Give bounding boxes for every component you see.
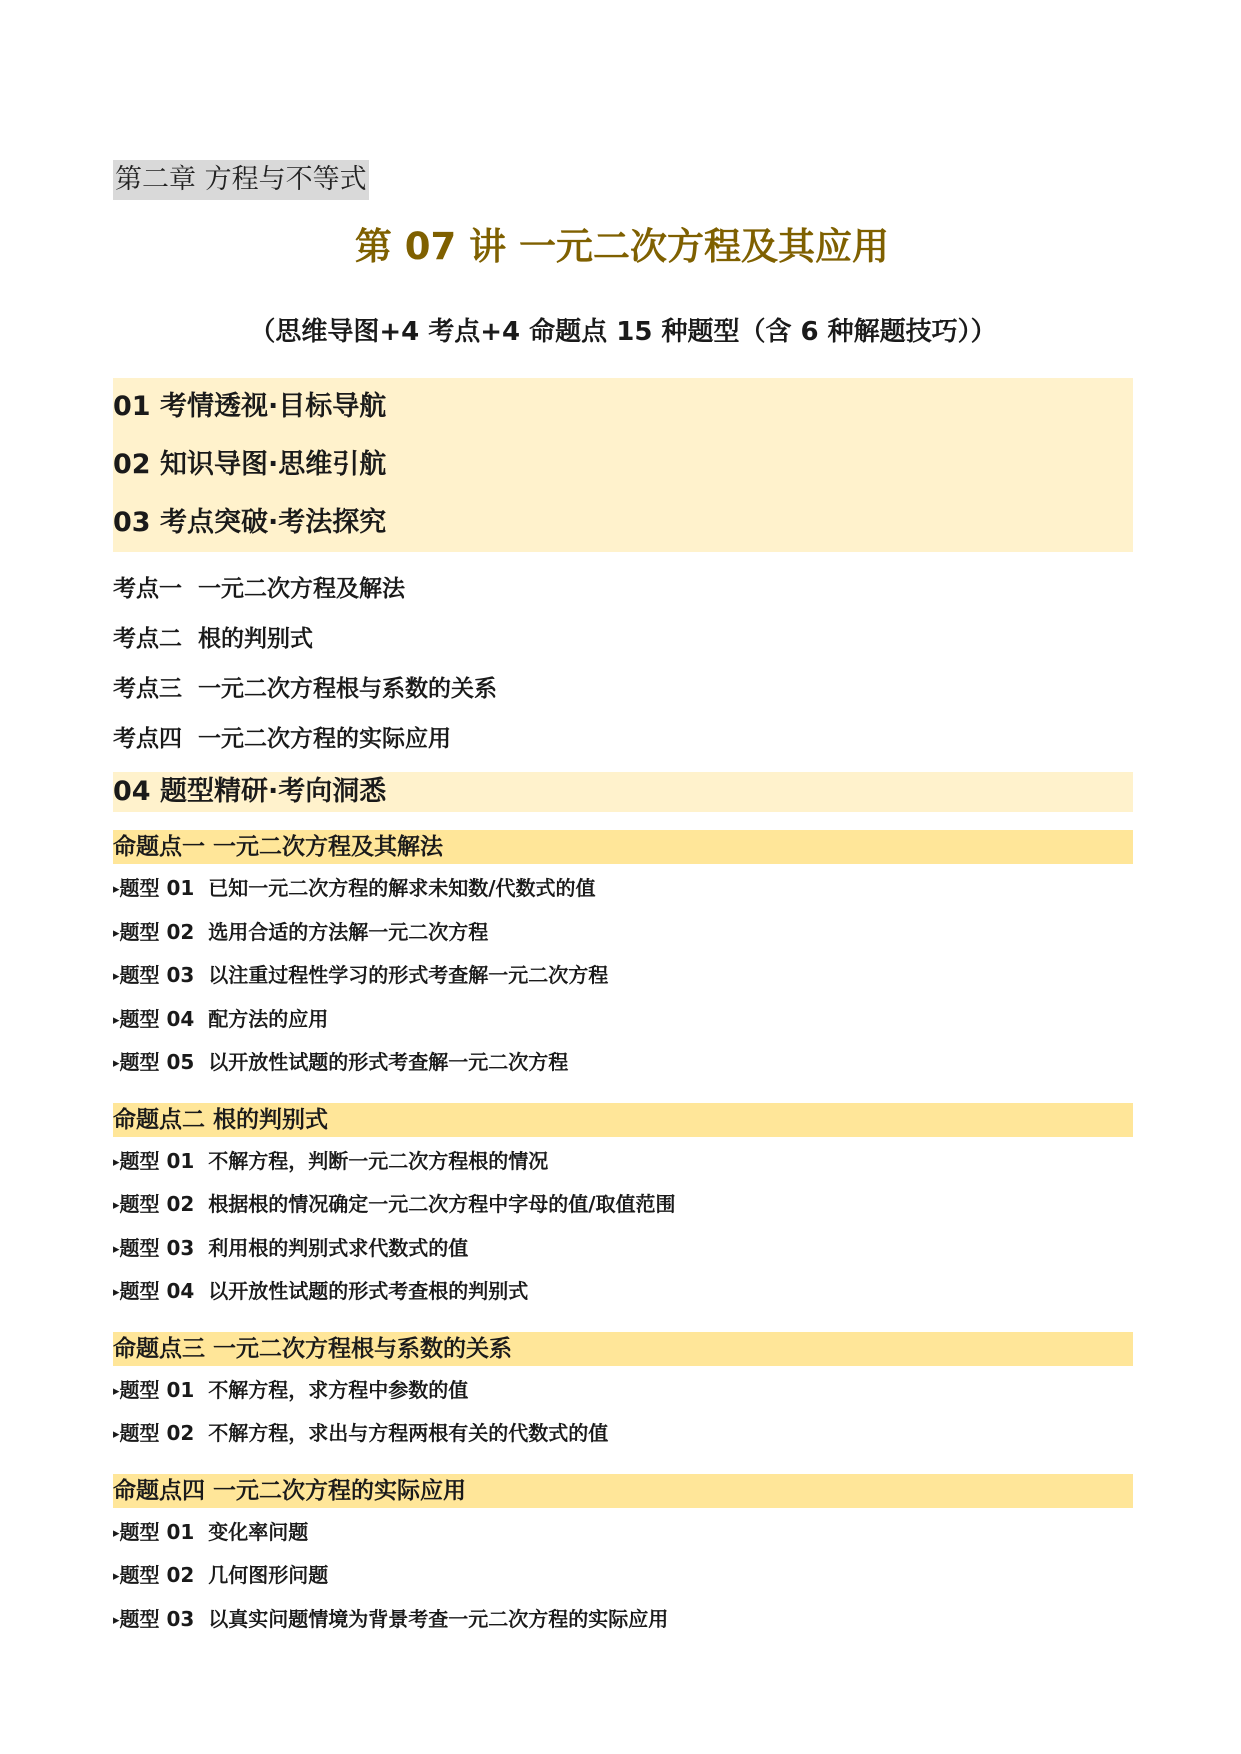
mingti-4-items: [113, 1511, 1133, 1642]
toc-tixing-item[interactable]: [113, 1041, 1133, 1085]
tixing-label: 题型 03 以注重过程性学习的形式考查解一元二次方程: [119, 963, 609, 987]
tixing-label: 题型 03 利用根的判别式求代数式的值: [119, 1235, 469, 1260]
bullet-triangle-icon: ▸: [113, 882, 120, 897]
bullet-triangle-icon: ▸: [113, 1056, 120, 1071]
tixing-label: 题型 03 以真实问题情境为背景考查一元二次方程的实际应用: [119, 1606, 669, 1631]
toc-tixing-item[interactable]: [113, 1140, 1133, 1184]
toc-tixing-item[interactable]: [113, 867, 1133, 911]
tixing-label: 题型 01 已知一元二次方程的解求未知数/代数式的值: [119, 876, 596, 900]
bullet-triangle-icon: ▸: [113, 1285, 120, 1300]
toc-tixing-item[interactable]: [113, 1270, 1133, 1314]
toc-major-sections: [113, 378, 1133, 552]
toc-kaodian-4[interactable]: 考点四 一元二次方程的实际应用: [113, 726, 452, 752]
toc-mingti-1[interactable]: 命题点一 一元二次方程及其解法: [113, 830, 1133, 864]
tixing-label: 题型 02 根据根的情况确定一元二次方程中字母的值/取值范围: [119, 1192, 676, 1216]
tixing-label: 题型 02 选用合适的方法解一元二次方程: [119, 919, 489, 944]
tixing-label: 题型 01 不解方程，判断一元二次方程根的情况: [119, 1148, 549, 1173]
bullet-triangle-icon: ▸: [113, 1427, 120, 1442]
tixing-label: 题型 01 不解方程，求方程中参数的值: [119, 1377, 469, 1402]
mingti-3-items: [113, 1369, 1133, 1456]
mingti-1-items: [113, 867, 1133, 1085]
toc-section-01[interactable]: 01 考情透视·目标导航: [113, 391, 387, 422]
toc-tixing-item[interactable]: [113, 1227, 1133, 1271]
toc-kaodian-3[interactable]: 考点三 一元二次方程根与系数的关系: [113, 676, 498, 702]
toc-tixing-item[interactable]: [113, 1369, 1133, 1413]
tixing-label: 题型 04 以开放性试题的形式考查根的判别式: [119, 1279, 529, 1303]
page-title: 第 07 讲 一元二次方程及其应用: [354, 225, 890, 268]
tixing-label: 题型 04 配方法的应用: [119, 1006, 329, 1031]
bullet-triangle-icon: ▸: [113, 1612, 120, 1628]
toc-kaodian-2[interactable]: 考点二 根的判别式: [113, 626, 314, 652]
bullet-triangle-icon: ▸: [113, 1383, 120, 1399]
tixing-label: 题型 02 不解方程，求出与方程两根有关的代数式的值: [119, 1421, 609, 1445]
tixing-label: 题型 05 以开放性试题的形式考查解一元二次方程: [119, 1050, 569, 1074]
toc-tixing-item[interactable]: [113, 911, 1133, 955]
toc-tixing-item[interactable]: [113, 954, 1133, 998]
bullet-triangle-icon: ▸: [113, 1241, 120, 1257]
toc-tixing-item[interactable]: [113, 1412, 1133, 1456]
tixing-label: 题型 02 几何图形问题: [119, 1563, 329, 1587]
toc-tixing-item[interactable]: [113, 1511, 1133, 1555]
mingti-2-items: [113, 1140, 1133, 1314]
chapter-label: 第二章 方程与不等式: [113, 160, 369, 200]
toc-tixing-item[interactable]: [113, 1554, 1133, 1598]
toc-mingti-2[interactable]: 命题点二 根的判别式: [113, 1103, 1133, 1137]
bullet-triangle-icon: ▸: [113, 1569, 120, 1584]
toc-mingti-4[interactable]: 命题点四 一元二次方程的实际应用: [113, 1474, 1133, 1508]
toc-kaodian-1[interactable]: 考点一 一元二次方程及解法: [113, 576, 406, 602]
bullet-triangle-icon: ▸: [113, 969, 120, 984]
page-subtitle: （思维导图+4 考点+4 命题点 15 种题型（含 6 种解题技巧））: [249, 317, 997, 347]
toc-mingti-3[interactable]: 命题点三 一元二次方程根与系数的关系: [113, 1332, 1133, 1366]
bullet-triangle-icon: ▸: [113, 1154, 120, 1170]
tixing-label: 题型 01 变化率问题: [119, 1519, 309, 1544]
toc-tixing-item[interactable]: [113, 998, 1133, 1042]
bullet-triangle-icon: ▸: [113, 925, 120, 941]
bullet-triangle-icon: ▸: [113, 1012, 120, 1028]
toc-tixing-item[interactable]: [113, 1183, 1133, 1227]
kaodian-list: [113, 564, 1133, 764]
bullet-triangle-icon: ▸: [113, 1525, 120, 1541]
toc-section-04[interactable]: 04 题型精研·考向洞悉: [113, 772, 1133, 812]
toc-section-03[interactable]: 03 考点突破·考法探究: [113, 507, 387, 538]
bullet-triangle-icon: ▸: [113, 1198, 120, 1213]
toc-tixing-item[interactable]: [113, 1598, 1133, 1642]
document-page: [113, 160, 1133, 1641]
toc-section-02[interactable]: 02 知识导图·思维引航: [113, 449, 387, 480]
